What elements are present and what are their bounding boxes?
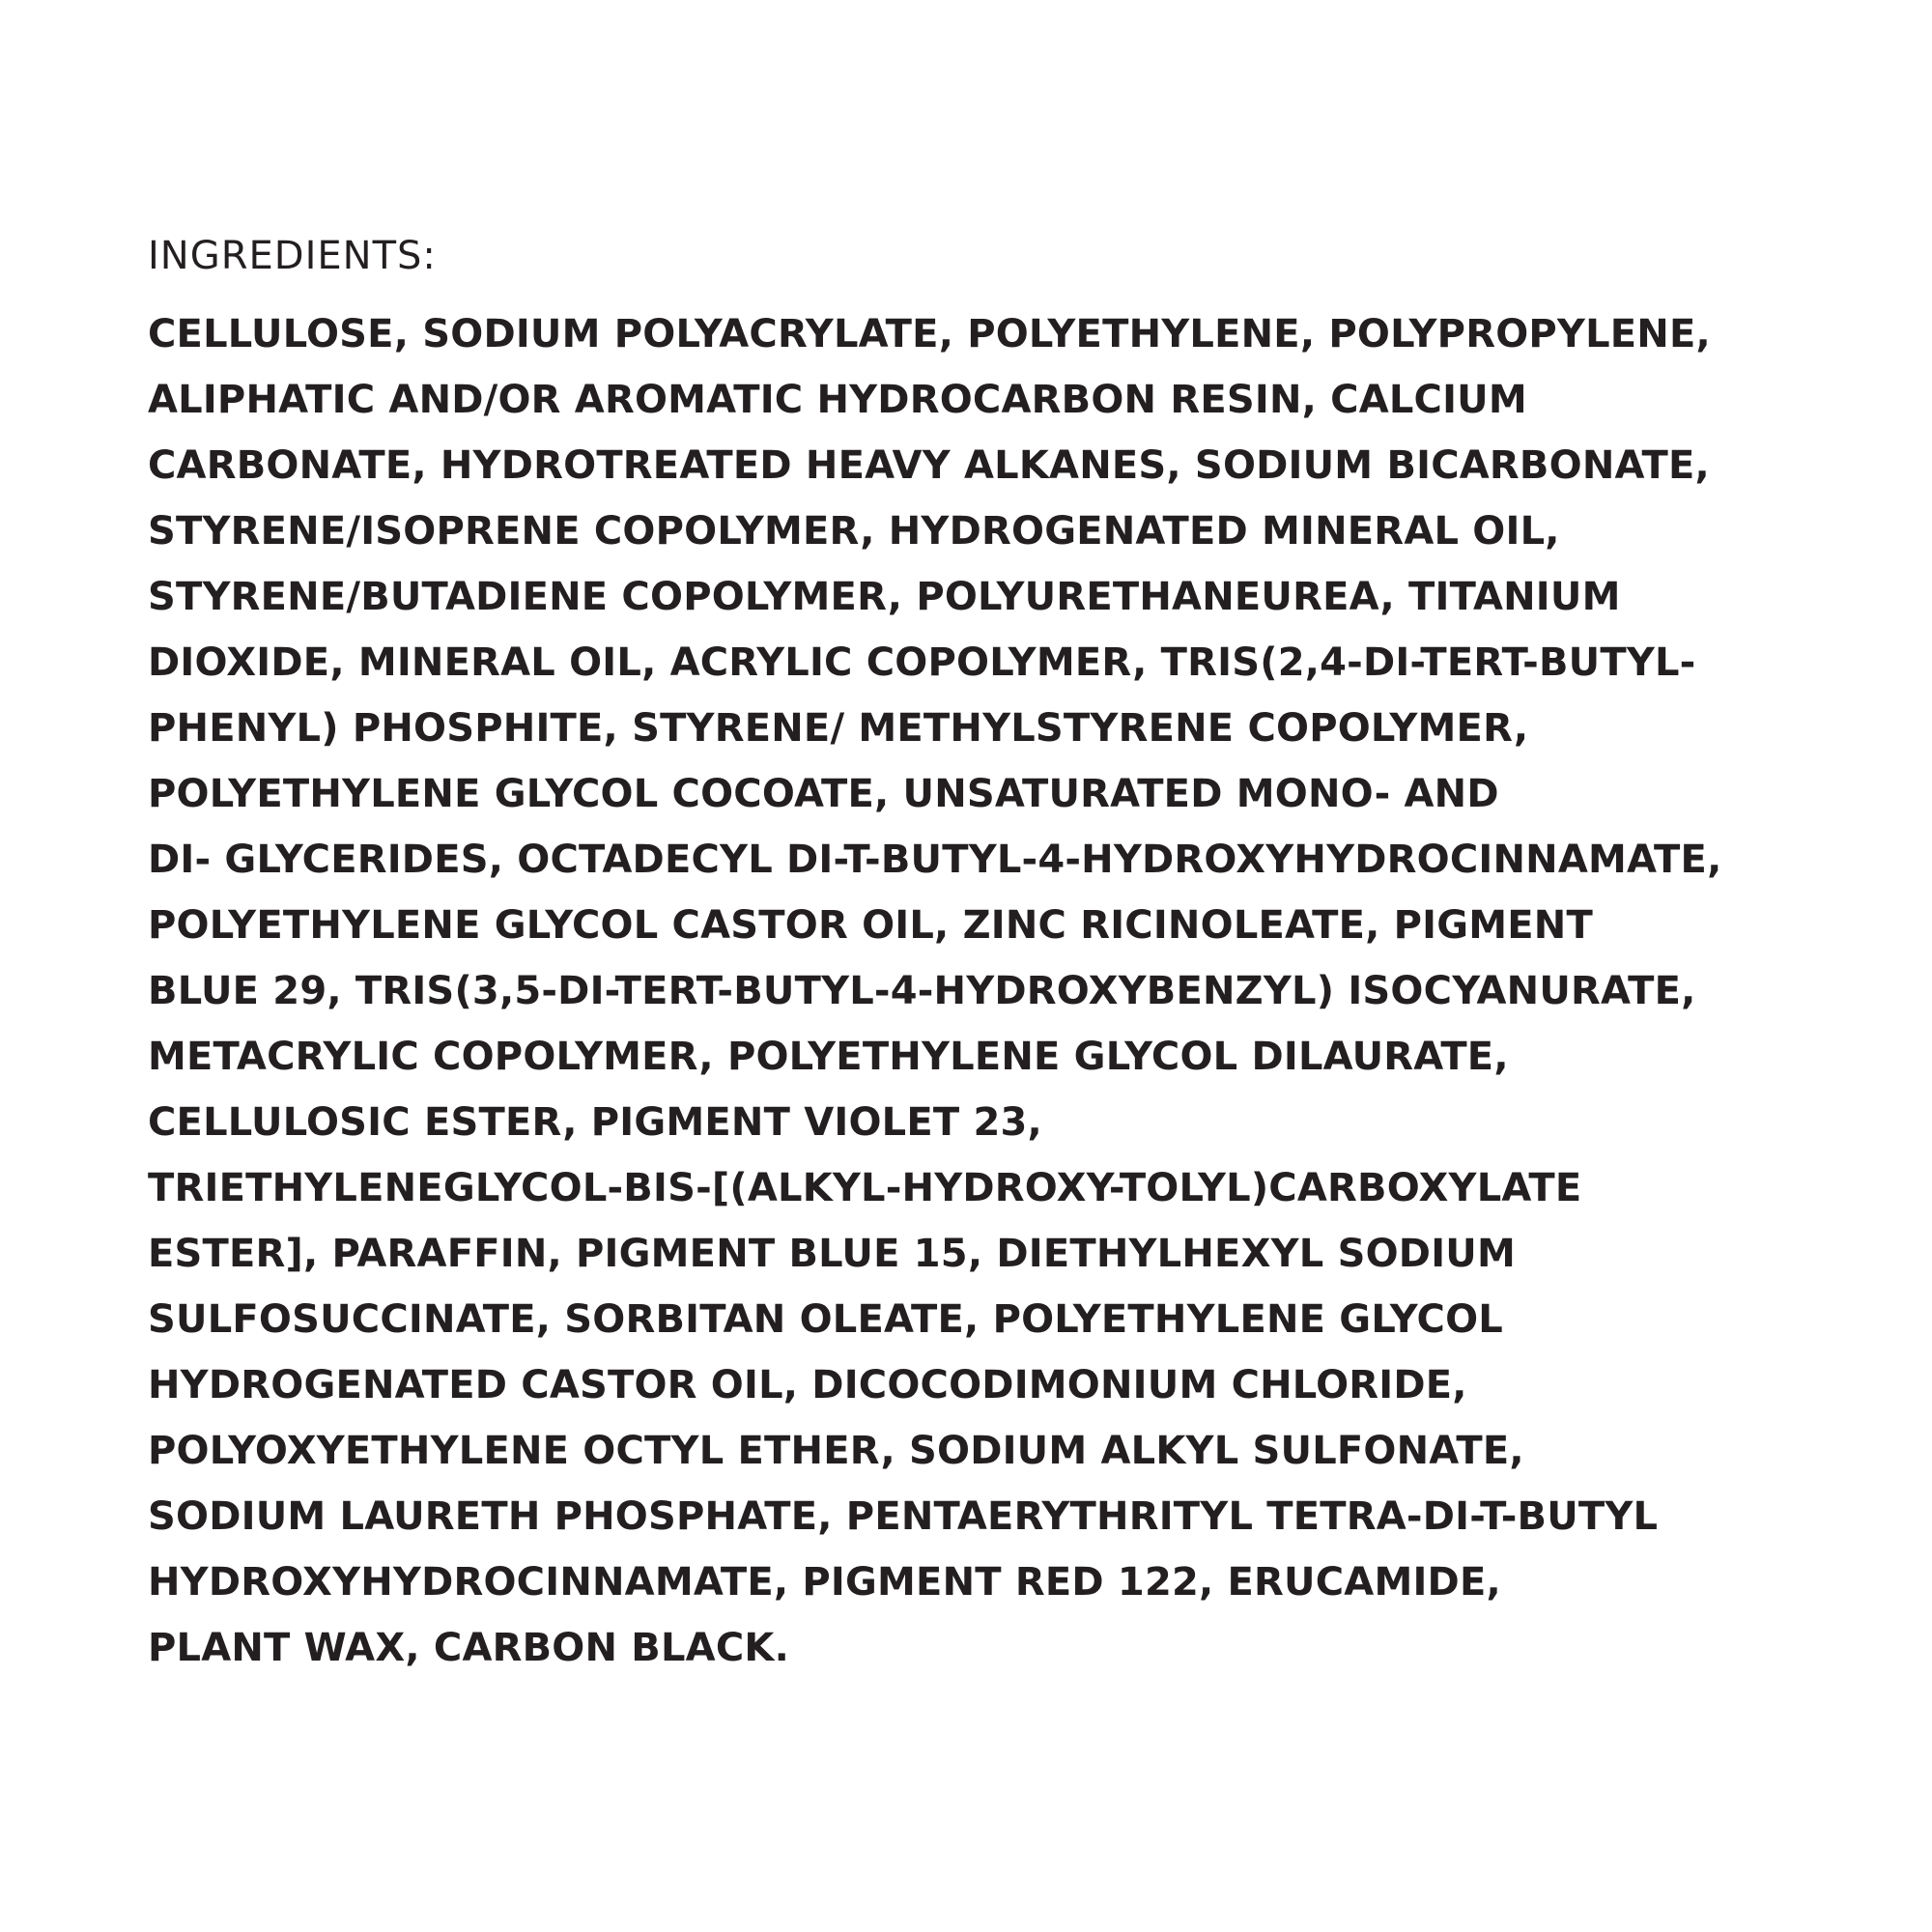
ingredients-line: POLYOXYETHYLENE OCTYL ETHER, SODIUM ALKYL SULFONATE, xyxy=(148,1429,1524,1473)
ingredients-line: HYDROGENATED CASTOR OIL, DICOCODIMONIUM CHLORIDE, xyxy=(148,1363,1467,1407)
ingredients-heading: INGREDIENTS: xyxy=(148,234,437,278)
ingredients-line: CELLULOSE, SODIUM POLYACRYLATE, POLYETHYLENE, POLYPROPYLENE, xyxy=(148,312,1711,356)
ingredients-line: DIOXIDE, MINERAL OIL, ACRYLIC COPOLYMER, TRIS(2,4-DI-TERT-BUTYL- xyxy=(148,640,1696,685)
ingredients-line: SODIUM LAURETH PHOSPHATE, PENTAERYTHRITYL TETRA-DI-T-BUTYL xyxy=(148,1494,1659,1539)
ingredients-line: ALIPHATIC AND/OR AROMATIC HYDROCARBON RESIN, CALCIUM xyxy=(148,378,1527,422)
ingredients-line: TRIETHYLENEGLYCOL-BIS-[(ALKYL-HYDROXY-TOLYL)CARBOXYLATE xyxy=(148,1166,1582,1210)
ingredients-line: POLYETHYLENE GLYCOL CASTOR OIL, ZINC RICINOLEATE, PIGMENT xyxy=(148,903,1593,948)
ingredients-line: PLANT WAX, CARBON BLACK. xyxy=(148,1626,789,1670)
ingredients-line: BLUE 29, TRIS(3,5-DI-TERT-BUTYL-4-HYDROXYBENZYL) ISOCYANURATE, xyxy=(148,969,1696,1013)
ingredients-line: HYDROXYHYDROCINNAMATE, PIGMENT RED 122, ERUCAMIDE, xyxy=(148,1560,1501,1605)
ingredients-line: STYRENE/BUTADIENE COPOLYMER, POLYURETHANEUREA, TITANIUM xyxy=(148,575,1621,619)
ingredients-line: DI- GLYCERIDES, OCTADECYL DI-T-BUTYL-4-HYDROXYHYDROCINNAMATE, xyxy=(148,838,1722,882)
ingredients-line: POLYETHYLENE GLYCOL COCOATE, UNSATURATED MONO- AND xyxy=(148,772,1499,816)
ingredients-line: SULFOSUCCINATE, SORBITAN OLEATE, POLYETHYLENE GLYCOL xyxy=(148,1297,1503,1342)
ingredients-line: PHENYL) PHOSPHITE, STYRENE/ METHYLSTYRENE COPOLYMER, xyxy=(148,706,1529,751)
ingredients-line: METACRYLIC COPOLYMER, POLYETHYLENE GLYCOL DILAURATE, xyxy=(148,1035,1509,1079)
ingredients-line: ESTER], PARAFFIN, PIGMENT BLUE 15, DIETHYLHEXYL SODIUM xyxy=(148,1232,1516,1276)
ingredients-line: CELLULOSIC ESTER, PIGMENT VIOLET 23, xyxy=(148,1100,1042,1145)
ingredients-line: CARBONATE, HYDROTREATED HEAVY ALKANES, SODIUM BICARBONATE, xyxy=(148,443,1710,488)
ingredients-list xyxy=(148,301,1721,1681)
ingredients-line: STYRENE/ISOPRENE COPOLYMER, HYDROGENATED MINERAL OIL, xyxy=(148,509,1560,554)
